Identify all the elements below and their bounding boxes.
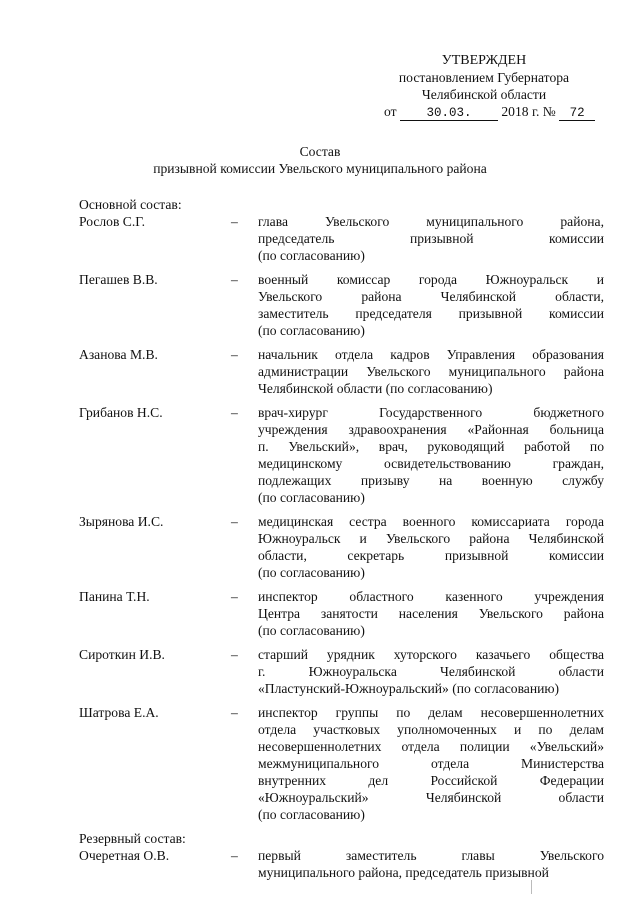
member-role-line: председатель призывной комиссии <box>258 231 604 246</box>
member-entry <box>79 271 604 339</box>
member-role-line: г. Южноуральска Челябинской области <box>258 664 604 679</box>
member-role <box>258 646 604 697</box>
dash-separator: – <box>231 589 238 604</box>
member-role-line: (по согласованию) <box>258 623 365 638</box>
member-role <box>258 404 604 506</box>
member-role-line: врач-хирург Государственного бюджетного <box>258 405 604 420</box>
member-entry <box>79 588 604 639</box>
member-role-line: «Южноуральский» Челябинской области <box>258 790 604 805</box>
member-role-line: старший урядник хуторского казачьего общества <box>258 647 604 662</box>
dash-separator: – <box>231 848 238 863</box>
member-role-line: внутренних дел Российской Федерации <box>258 773 604 788</box>
member-role-line: Центра занятости населения Увельского района <box>258 606 604 621</box>
member-role-line: глава Увельского муниципального района, <box>258 214 604 229</box>
member-role-line: Увельского района Челябинской области, <box>258 289 604 304</box>
member-role-line: администрации Увельского муниципального района <box>258 364 604 379</box>
member-role <box>258 213 604 264</box>
member-role-line: отдела участковых уполномоченных и по делам <box>258 722 604 737</box>
member-role <box>258 513 604 581</box>
member-name: Зырянова И.С. <box>79 514 164 529</box>
member-role-line: военный комиссар города Южноуральск и <box>258 272 604 287</box>
scan-mark <box>531 880 532 894</box>
approval-line-1: постановлением Губернатора <box>398 70 570 85</box>
member-role <box>258 346 604 397</box>
main-members <box>79 213 604 823</box>
member-role-line: муниципального района, председатель призывной <box>258 865 549 880</box>
dash-separator: – <box>231 514 238 529</box>
member-entry <box>79 404 604 506</box>
member-name: Рослов С.Г. <box>79 214 145 229</box>
dash-separator: – <box>231 272 238 287</box>
date-prefix: от <box>384 104 397 119</box>
member-role <box>258 588 604 639</box>
member-role-line: п. Увельский», врач, руководящий работой по <box>258 439 604 454</box>
member-role-line: «Пластунский-Южноуральский» (по согласованию) <box>258 681 560 696</box>
member-role-line: Челябинской области (по согласованию) <box>258 381 493 396</box>
member-name: Панина Т.Н. <box>79 589 150 604</box>
member-role-line: медицинскому освидетельствованию граждан, <box>258 456 604 471</box>
member-entry <box>79 346 604 397</box>
dash-separator: – <box>231 647 238 662</box>
approval-title: УТВЕРЖДЕН <box>441 53 527 68</box>
member-role-line: (по согласованию) <box>258 248 365 263</box>
member-name: Очеретная О.В. <box>79 848 170 863</box>
dash-separator: – <box>231 405 238 420</box>
member-role-line: несовершеннолетних отдела полиции «Увельский» <box>258 739 604 754</box>
member-role-line: начальник отдела кадров Управления образования <box>258 347 604 362</box>
date-value: 30.03. <box>400 107 498 121</box>
member-role-line: области, секретарь призывной комиссии <box>258 548 604 563</box>
member-role-line: инспектор группы по делам несовершеннолетних <box>258 705 604 720</box>
dash-separator: – <box>231 347 238 362</box>
approval-stamp <box>384 52 584 121</box>
member-entry <box>79 213 604 264</box>
title-line-1: Состав <box>299 144 341 159</box>
member-role-line: (по согласованию) <box>258 565 365 580</box>
member-role-line: первый заместитель главы Увельского <box>258 848 604 863</box>
member-role-line: заместитель председателя призывной комиссии <box>258 306 604 321</box>
member-entry <box>79 646 604 697</box>
member-name: Шатрова Е.А. <box>79 705 159 720</box>
member-entry <box>79 704 604 823</box>
commission-list <box>79 196 604 888</box>
member-role-line: (по согласованию) <box>258 807 365 822</box>
main-section-label: Основной состав: <box>79 197 182 212</box>
member-role-line: межмуниципального отдела Министерства <box>258 756 604 771</box>
title-line-2: призывной комиссии Увельского муниципального района <box>153 161 487 176</box>
member-name: Пегашев В.В. <box>79 272 158 287</box>
member-role <box>258 847 604 881</box>
member-role-line: инспектор областного казенного учреждения <box>258 589 604 604</box>
member-role-line: (по согласованию) <box>258 323 365 338</box>
document-title <box>0 143 640 177</box>
approval-line-2: Челябинской области <box>421 87 547 102</box>
member-role-line: медицинская сестра военного комиссариата города <box>258 514 604 529</box>
dash-separator: – <box>231 214 238 229</box>
member-name: Азанова М.В. <box>79 347 158 362</box>
member-name: Сироткин И.В. <box>79 647 165 662</box>
member-role-line: Южноуральск и Увельского района Челябинской <box>258 531 604 546</box>
member-entry <box>79 847 604 881</box>
member-name: Грибанов Н.С. <box>79 405 163 420</box>
member-role-line: учреждения здравоохранения «Районная больница <box>258 422 604 437</box>
member-role <box>258 704 604 823</box>
member-role <box>258 271 604 339</box>
approval-date-line <box>384 103 584 121</box>
reserve-section-label: Резервный состав: <box>79 831 186 846</box>
year-text: 2018 г. № <box>501 104 556 119</box>
member-entry <box>79 513 604 581</box>
member-role-line: подлежащих призыву на военную службу <box>258 473 604 488</box>
decree-number: 72 <box>559 107 595 121</box>
dash-separator: – <box>231 705 238 720</box>
member-role-line: (по согласованию) <box>258 490 365 505</box>
reserve-members <box>79 847 604 881</box>
